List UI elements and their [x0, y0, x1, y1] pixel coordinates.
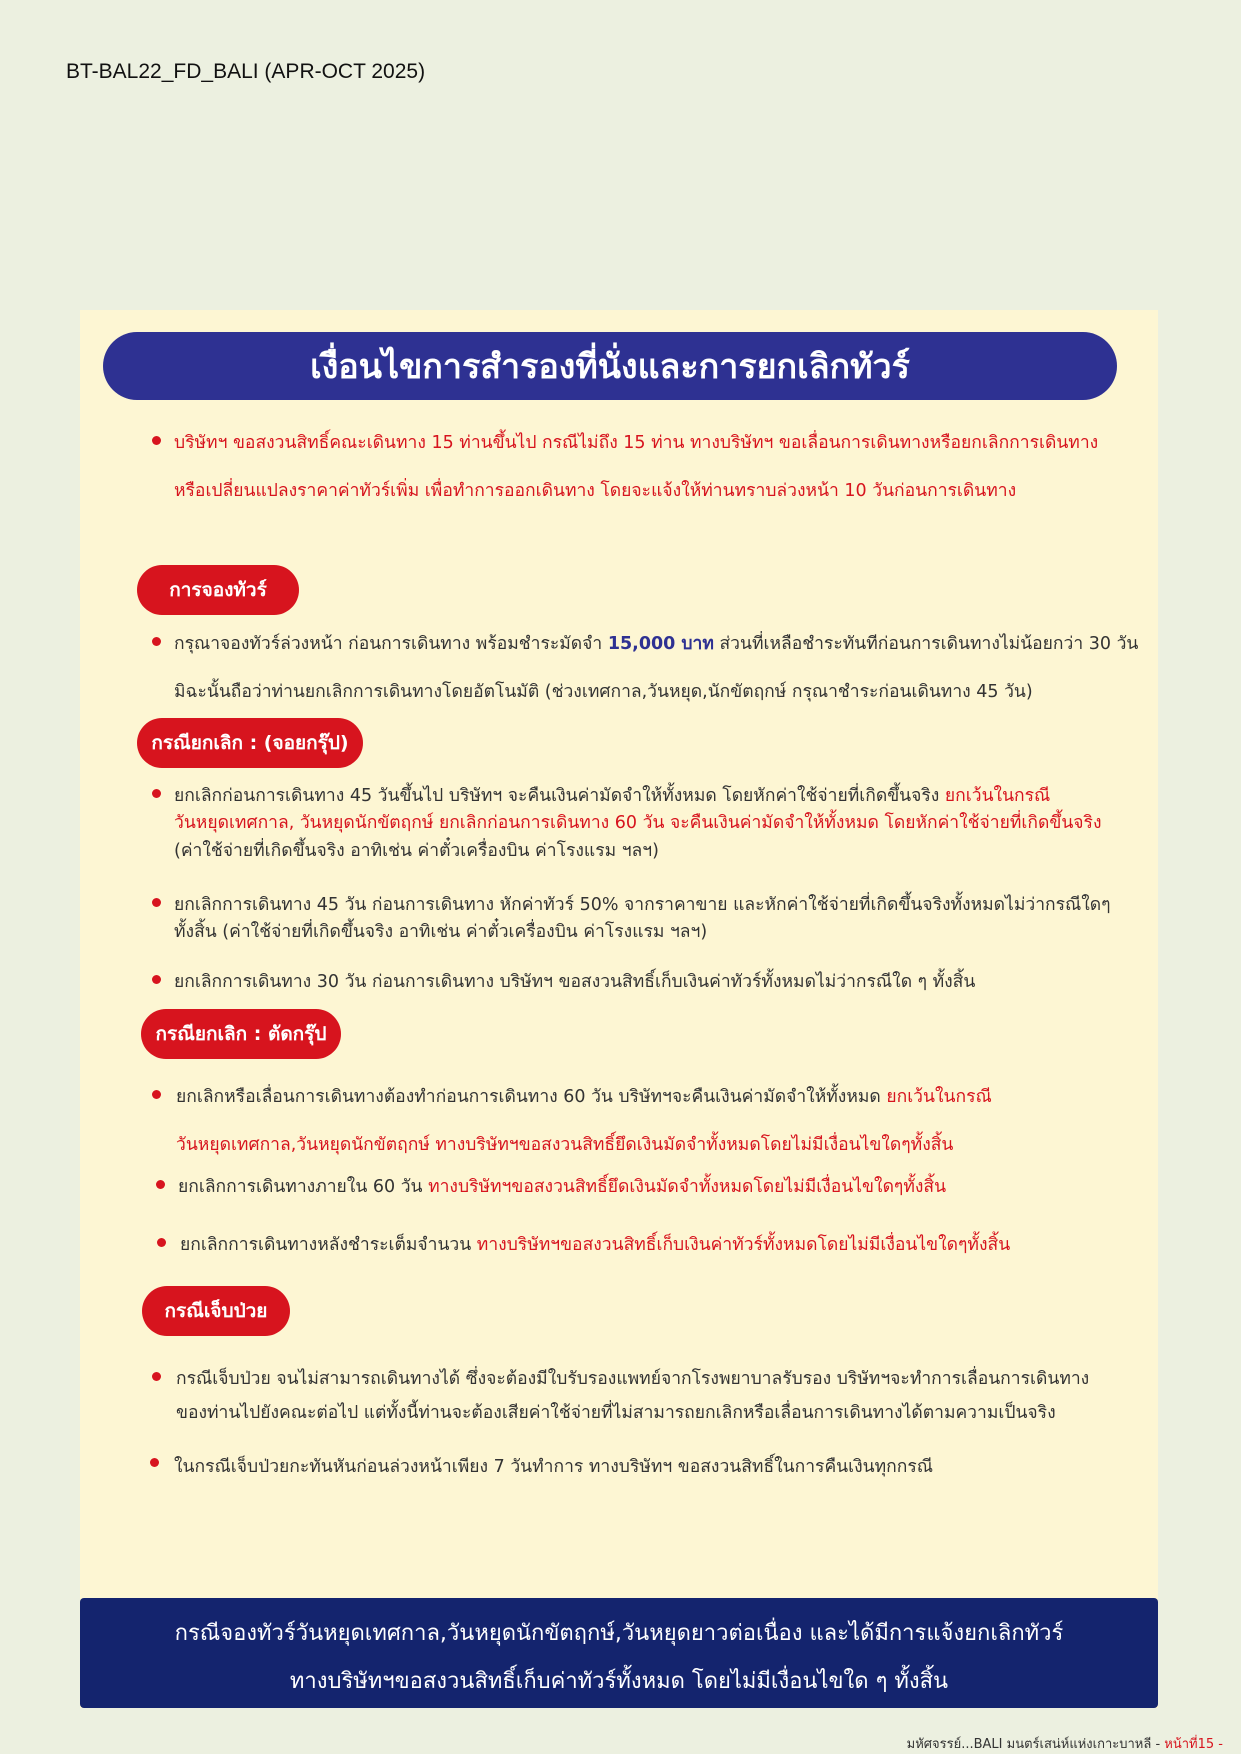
bullet-icon — [152, 975, 161, 984]
page-number: หน้าที่15 - — [1164, 1737, 1223, 1752]
deposit-amount: 15,000 บาท — [607, 634, 714, 654]
bullet-icon — [150, 1458, 159, 1467]
booking-line-2: มิฉะนั้นถือว่าท่านยกเลิกการเดินทางโดยอัตโนมัติ (ช่วงเทศกาล,วันหยุด,นักขัตฤกษ์ กรุณาชำระก่อนเดินทาง 45 วัน) — [174, 682, 1033, 702]
cancel-join-item-1-line-1: ยกเลิกก่อนการเดินทาง 45 วันขึ้นไป บริษัทฯ จะคืนเงินค่ามัดจำให้ทั้งหมด โดยหักค่าใช้จ่ายที่เกิดขึ้นจริง ยกเว้นในกรณี — [174, 786, 1051, 806]
document-code: BT-BAL22_FD_BALI (APR-OCT 2025) — [66, 60, 426, 83]
sickness-item-2: ในกรณีเจ็บป่วยกะทันหันก่อนล่วงหน้าเพียง 7 วันทำการ ทางบริษัทฯ ขอสงวนสิทธิ์ในการคืนเงินทุกกรณี — [174, 1457, 933, 1477]
bullet-icon — [152, 898, 161, 907]
conditions-title: เงื่อนไขการสำรองที่นั่งและการยกเลิกทัวร์ — [103, 332, 1117, 400]
bullet-icon — [152, 1090, 161, 1099]
bullet-icon — [157, 1238, 166, 1247]
bullet-icon — [152, 436, 161, 445]
cancel-join-item-2-line-1: ยกเลิกการเดินทาง 45 วัน ก่อนการเดินทาง หักค่าทัวร์ 50% จากราคาขาย และหักค่าใช้จ่ายที่เกิดขึ้นจริงทั้งหมดไม่ว่ากรณีใดๆ — [174, 895, 1111, 915]
bullet-icon — [152, 1372, 161, 1381]
cancel-private-item-3: ยกเลิกการเดินทางหลังชำระเต็มจำนวน ทางบริษัทฯขอสงวนสิทธิ์เก็บเงินค่าทัวร์ทั้งหมดโดยไม่มีเงื่อนไขใดๆทั้งสิ้น — [180, 1235, 1011, 1255]
holiday-notice-line-2: ทางบริษัทฯขอสงวนสิทธิ์เก็บค่าทัวร์ทั้งหมด โดยไม่มีเงื่อนไขใด ๆ ทั้งสิ้น — [289, 1669, 949, 1694]
cancel-private-heading: กรณียกเลิก : ตัดกรุ๊ป — [141, 1009, 341, 1059]
bullet-icon — [156, 1180, 165, 1189]
sickness-item-1-line-2: ของท่านไปยังคณะต่อไป แต่ทั้งนี้ท่านจะต้องเสียค่าใช้จ่ายที่ไม่สามารถยกเลิกหรือเลื่อนการเดินทางได้ตามความเป็นจริง — [176, 1403, 1056, 1423]
intro-line-1: บริษัทฯ ขอสงวนสิทธิ์คณะเดินทาง 15 ท่านขึ้นไป กรณีไม่ถึง 15 ท่าน ทางบริษัทฯ ขอเลื่อนการเดินทางหรือยกเลิกการเดินทาง — [174, 433, 1099, 453]
booking-line-1: กรุณาจองทัวร์ล่วงหน้า ก่อนการเดินทาง พร้อมชำระมัดจำ 15,000 บาท ส่วนที่เหลือชำระทันทีก่อนการเดินทางไม่น้อยกว่า 30 วัน — [174, 634, 1139, 654]
cancel-join-item-3: ยกเลิกการเดินทาง 30 วัน ก่อนการเดินทาง บริษัทฯ ขอสงวนสิทธิ์เก็บเงินค่าทัวร์ทั้งหมดไม่ว่ากรณีใด ๆ ทั้งสิ้น — [174, 972, 976, 992]
cancel-join-heading: กรณียกเลิก : (จอยกรุ๊ป) — [137, 718, 363, 768]
cancel-private-item-1-line-1: ยกเลิกหรือเลื่อนการเดินทางต้องทำก่อนการเดินทาง 60 วัน บริษัทฯจะคืนเงินค่ามัดจำให้ทั้งหมด ยกเว้นในกรณี — [176, 1087, 992, 1107]
cancel-join-item-1-line-2: วันหยุดเทศกาล, วันหยุดนักขัตฤกษ์ ยกเลิกก่อนการเดินทาง 60 วัน จะคืนเงินค่ามัดจำให้ทั้งหมด โดยหักค่าใช้จ่ายที่เกิดขึ้นจริง — [174, 813, 1102, 833]
bullet-icon — [152, 789, 161, 798]
bullet-icon — [152, 637, 161, 646]
sickness-item-1-line-1: กรณีเจ็บป่วย จนไม่สามารถเดินทางได้ ซึ่งจะต้องมีใบรับรองแพทย์จากโรงพยาบาลรับรอง บริษัทฯจะทำการเลื่อนการเดินทาง — [176, 1369, 1090, 1389]
cancel-private-item-1-line-2: วันหยุดเทศกาล,วันหยุดนักขัตฤกษ์ ทางบริษัทฯขอสงวนสิทธิ์ยึดเงินมัดจำทั้งหมดโดยไม่มีเงื่อนไขใดๆทั้งสิ้น — [176, 1135, 954, 1155]
cancel-join-item-2-line-2: ทั้งสิ้น (ค่าใช้จ่ายที่เกิดขึ้นจริง อาทิเช่น ค่าตั๋วเครื่องบิน ค่าโรงแรม ฯลฯ) — [174, 922, 708, 942]
cancel-private-item-2: ยกเลิกการเดินทางภายใน 60 วัน ทางบริษัทฯขอสงวนสิทธิ์ยึดเงินมัดจำทั้งหมดโดยไม่มีเงื่อนไขใดๆทั้งสิ้น — [178, 1177, 947, 1197]
booking-heading: การจองทัวร์ — [137, 565, 299, 615]
sickness-heading: กรณีเจ็บป่วย — [142, 1286, 290, 1336]
cancel-join-item-1-line-3: (ค่าใช้จ่ายที่เกิดขึ้นจริง อาทิเช่น ค่าตั๋วเครื่องบิน ค่าโรงแรม ฯลฯ) — [174, 841, 659, 861]
holiday-notice-line-1: กรณีจองทัวร์วันหยุดเทศกาล,วันหยุดนักขัตฤกษ์,วันหยุดยาวต่อเนื่อง และได้มีการแจ้งยกเลิกทัวร์ — [174, 1621, 1064, 1646]
intro-line-2: หรือเปลี่ยนแปลงราคาค่าทัวร์เพิ่ม เพื่อทำการออกเดินทาง โดยจะแจ้งให้ท่านทราบล่วงหน้า 10 วันก่อนการเดินทาง — [174, 481, 1017, 501]
page-footer: มหัศจรรย์...BALI มนตร์เสน่ห์แห่งเกาะบาหลี - หน้าที่15 - — [906, 1737, 1223, 1752]
